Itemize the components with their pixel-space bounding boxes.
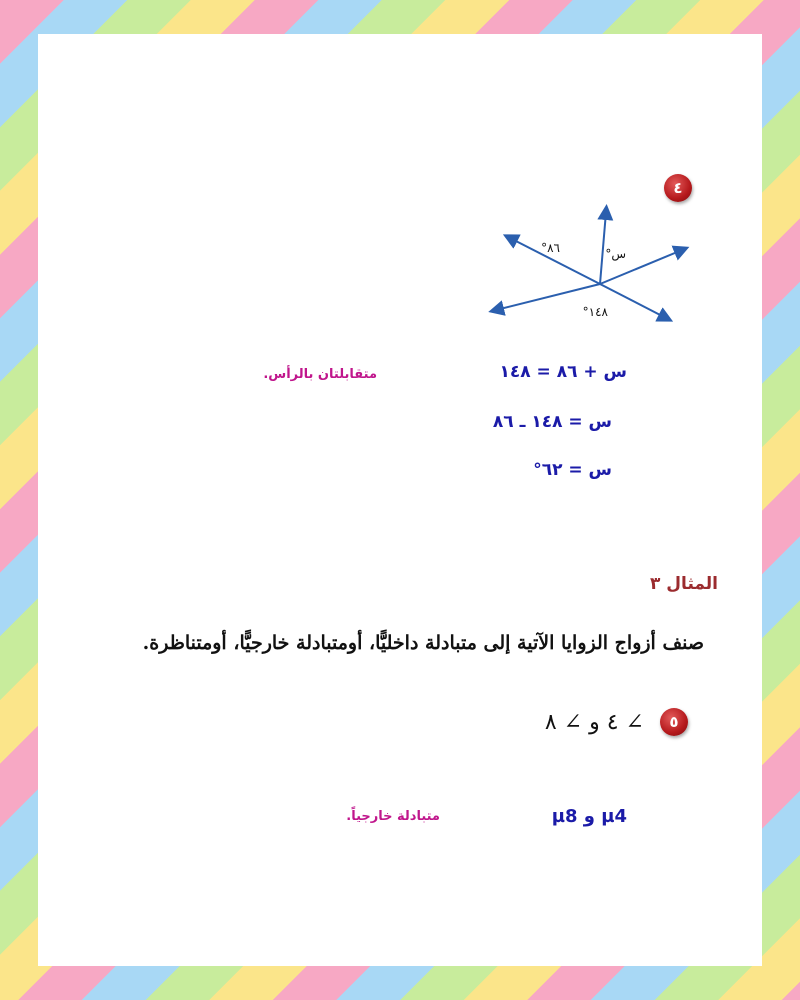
angle-label-148: ١٤٨° <box>582 305 608 319</box>
exercise-4-badge: ٤ <box>664 174 692 202</box>
exercise-5-badge: ٥ <box>660 708 688 736</box>
exercise-5-answer: µ4 و µ8 <box>551 806 627 827</box>
angle-label-86: ٨٦° <box>541 241 560 255</box>
angle-diagram <box>488 204 728 334</box>
equation-step-2: س = ١٤٨ ـ ٨٦ <box>492 412 612 432</box>
line-a-ext <box>600 284 666 318</box>
exercise-5-problem: ∠ ٤ و ∠ ٨ <box>544 710 644 735</box>
equation-step-3: س = ٦٢° <box>533 460 612 480</box>
vertical-angles-note: متقابلتان بالرأس. <box>263 367 377 382</box>
example-title: المثال ٣ <box>650 574 718 594</box>
equation-step-1: س + ٨٦ = ١٤٨ <box>499 362 627 382</box>
exercise-5-note: متبادلة خارجياً. <box>346 809 440 824</box>
worksheet-page <box>38 34 762 966</box>
angle-label-x: س° <box>605 247 626 261</box>
example-instruction: صنف أزواج الزوايا الآتية إلى متبادلة داخليًّا، أومتبادلة خارجيًّا، أومتناظرة. <box>142 632 704 654</box>
